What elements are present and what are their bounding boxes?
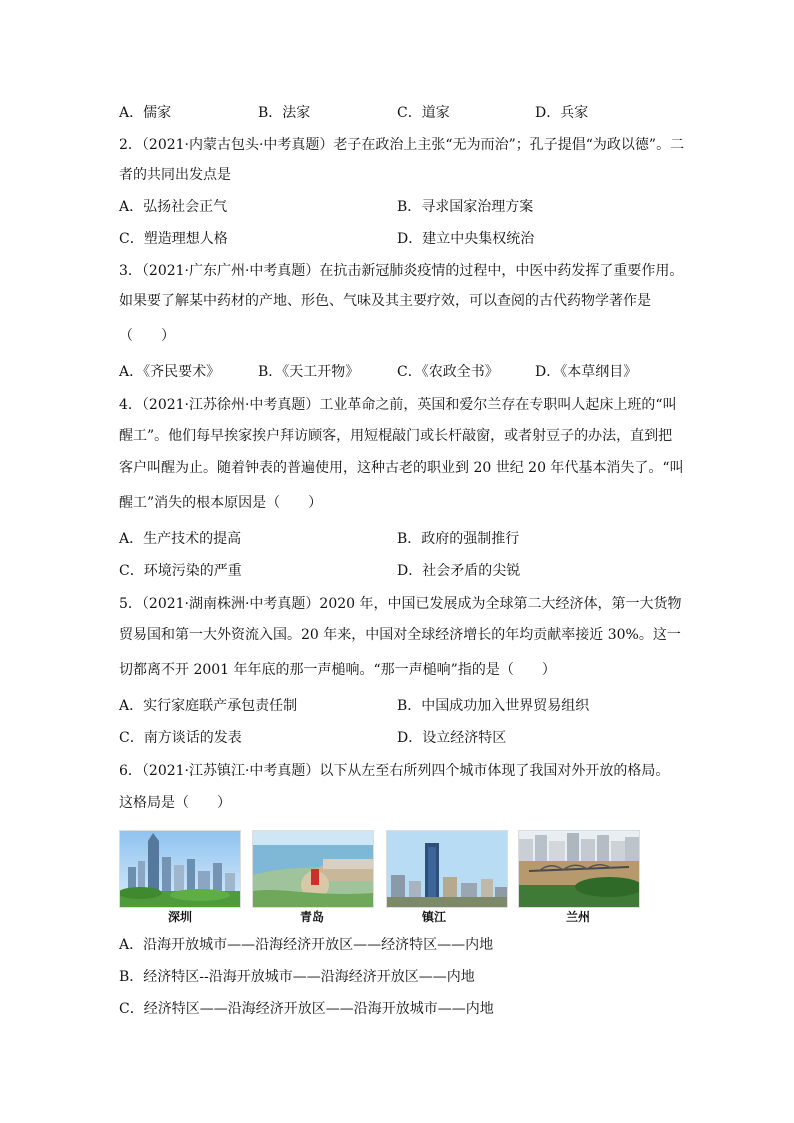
q3-option-c: C．《农政全书》 — [397, 364, 499, 380]
caption-zhenjiang: 镇江 — [421, 910, 446, 924]
q6-stem-line-1: 6．（2021·江苏镇江·中考真题）以下从左至右所列四个城市体现了我国对外开放的格局。 — [119, 763, 670, 779]
q5-option-d: D．设立经济特区 — [397, 730, 507, 746]
lanzhou-photo — [518, 830, 640, 908]
caption-lanzhou: 兰州 — [565, 910, 590, 924]
zhenjiang-photo — [386, 830, 508, 908]
q3-stem-line-1: 3．（2021·广东广州·中考真题）在抗击新冠肺炎疫情的过程中，中医中药发挥了重要作用。 — [119, 263, 684, 279]
q6-option-c: C．经济特区——沿海经济开放区——沿海开放城市——内地 — [119, 1001, 494, 1017]
q6-option-a: A．沿海开放城市——沿海经济开放区——经济特区——内地 — [119, 937, 494, 953]
q4-option-c: C．环境污染的严重 — [119, 563, 242, 579]
q5-stem-line-1: 5．（2021·湖南株洲·中考真题）2020 年，中国已发展成为全球第二大经济体，第一大货物 — [119, 596, 682, 612]
q6-stem-line-2: 这格局是（ ） — [119, 795, 231, 811]
q4-stem-line-2: 醒工”。他们每早挨家挨户拜访顾客，用短棍敲门或长杆敲窗，或者射豆子的办法，直到把 — [119, 428, 673, 444]
qingdao-photo — [252, 830, 374, 908]
q5-stem-line-3: 切都离不开 2001 年年底的那一声槌响。“那一声槌响”指的是（ ） — [119, 662, 556, 678]
q4-option-d: D．社会矛盾的尖锐 — [397, 563, 521, 579]
q3-option-b: B．《天工开物》 — [258, 364, 360, 380]
q3-stem-line-3: （ ） — [119, 328, 175, 344]
q4-stem-line-4: 醒工”消失的根本原因是（ ） — [119, 495, 323, 511]
caption-qingdao: 青岛 — [299, 910, 324, 924]
q2-stem-line-2: 者的共同出发点是 — [119, 167, 231, 183]
caption-shenzhen: 深圳 — [167, 910, 192, 924]
q1-option-a: A．儒家 — [119, 105, 172, 121]
q2-option-c: C．塑造理想人格 — [119, 231, 228, 247]
q4-option-a: A．生产技术的提高 — [119, 531, 242, 547]
q1-option-b: B．法家 — [258, 105, 311, 121]
q4-stem-line-3: 客户叫醒为止。随着钟表的普遍使用，这种古老的职业到 20 世纪 20 年代基本消失了。“叫 — [119, 460, 684, 476]
q2-stem-line-1: 2．（2021·内蒙古包头·中考真题）老子在政治上主张“无为而治”；孔子提倡“为政以德”。二 — [119, 137, 685, 153]
q5-option-a: A．实行家庭联产承包责任制 — [119, 698, 298, 714]
q2-option-d: D．建立中央集权统治 — [397, 231, 535, 247]
q2-option-b: B．寻求国家治理方案 — [397, 199, 534, 215]
q3-option-a: A．《齐民要术》 — [119, 364, 221, 380]
q1-option-c: C．道家 — [397, 105, 450, 121]
q5-stem-line-2: 贸易国和第一大外资流入国。20 年来，中国对全球经济增长的年均贡献率接近 30%。这一 — [119, 627, 681, 643]
q2-option-a: A．弘扬社会正气 — [119, 199, 228, 215]
q3-option-d: D．《本草纲目》 — [535, 364, 638, 380]
q5-option-b: B．中国成功加入世界贸易组织 — [397, 698, 590, 714]
shenzhen-photo — [119, 830, 241, 908]
q1-option-d: D．兵家 — [535, 105, 589, 121]
q5-option-c: C．南方谈话的发表 — [119, 730, 242, 746]
q3-stem-line-2: 如果要了解某中药材的产地、形色、气味及其主要疗效，可以查阅的古代药物学著作是 — [119, 293, 651, 309]
q6-option-b: B．经济特区--沿海开放城市——沿海经济开放区——内地 — [119, 969, 475, 985]
q4-stem-line-1: 4．（2021·江苏徐州·中考真题）工业革命之前，英国和爱尔兰存在专职叫人起床上班的“叫 — [119, 397, 677, 413]
q4-option-b: B．政府的强制推行 — [397, 531, 520, 547]
